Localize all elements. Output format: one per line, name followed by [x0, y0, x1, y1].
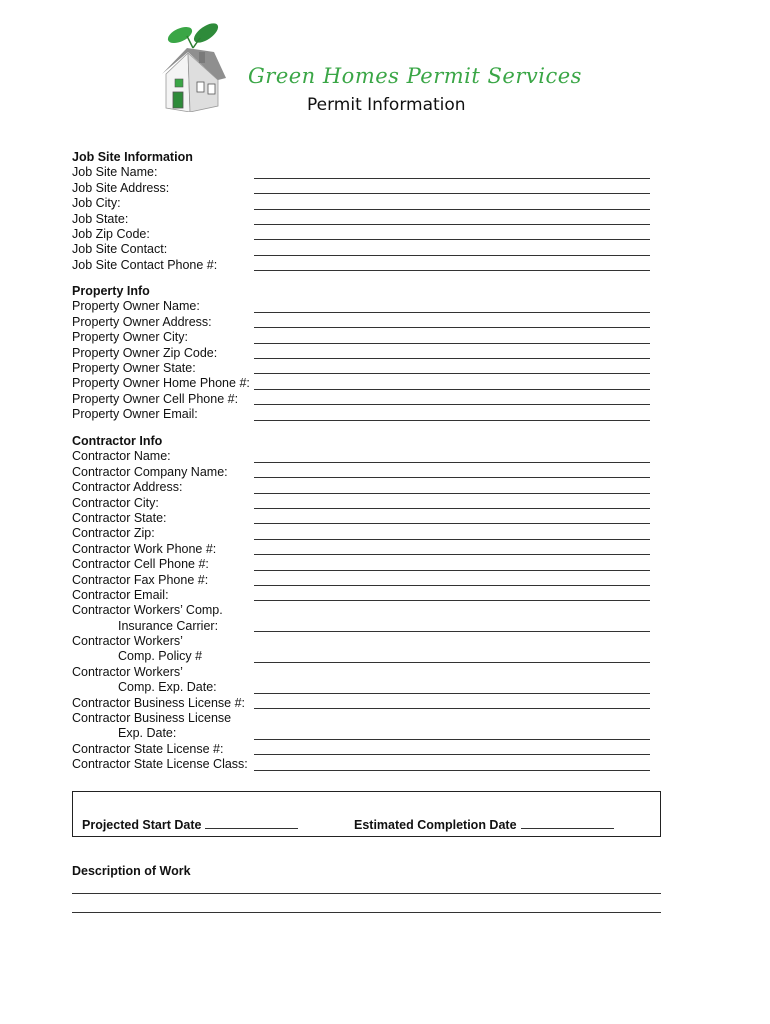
form-row-header: [72, 711, 652, 726]
form-row: [72, 242, 652, 257]
field-label-continued: Comp. Exp. Date:: [118, 680, 217, 695]
fill-in-line[interactable]: [254, 477, 650, 478]
completion-date-label: Estimated Completion Date: [354, 818, 517, 832]
form-row: [72, 315, 652, 330]
field-label: Contractor Work Phone #:: [72, 541, 217, 556]
field-label: Property Owner Name:: [72, 299, 200, 314]
property-section-title: Property Info: [72, 284, 150, 298]
form-row: [72, 392, 652, 407]
form-row: [72, 573, 652, 588]
field-label: Job State:: [72, 211, 129, 226]
form-row: [72, 376, 652, 391]
field-label: Job Zip Code:: [72, 226, 150, 241]
field-label: Contractor State License Class:: [72, 757, 248, 772]
fill-in-line[interactable]: [254, 693, 650, 694]
fill-in-line[interactable]: [254, 255, 650, 256]
contractor-section: [72, 434, 652, 773]
field-label: Contractor Address:: [72, 480, 183, 495]
field-label: Property Owner Cell Phone #:: [72, 391, 239, 406]
fill-in-line[interactable]: [254, 523, 650, 524]
contractor-section-title: Contractor Info: [72, 434, 163, 448]
field-label: Contractor Email:: [72, 587, 169, 602]
fill-in-line[interactable]: [254, 554, 650, 555]
description-title: Description of Work: [72, 864, 191, 878]
fill-in-line[interactable]: [254, 662, 650, 663]
description-line[interactable]: [72, 893, 661, 894]
form-row: [72, 212, 652, 227]
fill-in-line[interactable]: [254, 539, 650, 540]
form-row: [72, 258, 652, 273]
estimated-completion-date: [354, 816, 614, 832]
form-row: [72, 480, 652, 495]
fill-in-line[interactable]: [254, 631, 650, 632]
form-row: [72, 449, 652, 464]
field-label: Job City:: [72, 196, 121, 211]
field-label: Contractor Business License #:: [72, 695, 246, 710]
form-row: [72, 181, 652, 196]
field-label: Property Owner Zip Code:: [72, 345, 218, 360]
form-row: [72, 726, 652, 741]
field-label: Job Site Name:: [72, 165, 158, 180]
field-label: Property Owner Address:: [72, 314, 212, 329]
fill-in-line[interactable]: [254, 754, 650, 755]
fill-in-line[interactable]: [254, 373, 650, 374]
fill-in-line[interactable]: [254, 708, 650, 709]
form-row: [72, 542, 652, 557]
green-homes-house-logo-icon: [156, 22, 230, 112]
field-label: Property Owner State:: [72, 360, 196, 375]
fill-in-line[interactable]: [254, 570, 650, 571]
form-row: [72, 588, 652, 603]
form-row: [72, 696, 652, 711]
form-row-header: [72, 665, 652, 680]
job-site-section-title: Job Site Information: [72, 150, 193, 164]
form-row: [72, 511, 652, 526]
form-row: [72, 165, 652, 180]
field-label-continued: Insurance Carrier:: [118, 618, 219, 633]
start-date-label: Projected Start Date: [82, 818, 202, 832]
fill-in-line[interactable]: [254, 193, 650, 194]
field-label: Contractor State License #:: [72, 741, 224, 756]
field-label: Contractor Company Name:: [72, 464, 228, 479]
form-row: [72, 330, 652, 345]
field-label: Contractor Workers’ Comp.: [72, 603, 223, 618]
field-label: Contractor City:: [72, 495, 159, 510]
form-row: [72, 649, 652, 664]
field-label: Job Site Address:: [72, 180, 170, 195]
description-line[interactable]: [72, 912, 661, 913]
fill-in-line[interactable]: [254, 343, 650, 344]
field-label: Contractor Cell Phone #:: [72, 557, 209, 572]
field-label: Contractor Workers’: [72, 664, 183, 679]
form-row: [72, 526, 652, 541]
dates-box: [72, 791, 661, 837]
fill-in-line[interactable]: [254, 178, 650, 179]
form-row: [72, 619, 652, 634]
fill-in-line[interactable]: [254, 389, 650, 390]
fill-in-line[interactable]: [254, 312, 650, 313]
fill-in-line[interactable]: [254, 209, 650, 210]
form-row: [72, 680, 652, 695]
form-row: [72, 346, 652, 361]
property-section: [72, 284, 652, 423]
field-label: Contractor Workers’: [72, 634, 183, 649]
form-row: [72, 557, 652, 572]
form-row: [72, 299, 652, 314]
form-row: [72, 407, 652, 422]
form-row: [72, 742, 652, 757]
field-label: Contractor Zip:: [72, 526, 155, 541]
field-label: Contractor Fax Phone #:: [72, 572, 209, 587]
form-row: [72, 227, 652, 242]
field-label: Contractor Name:: [72, 449, 171, 464]
form-row: [72, 496, 652, 511]
field-label: Contractor Business License: [72, 711, 232, 726]
form-row: [72, 361, 652, 376]
brand-name: Green Homes Permit Services: [248, 64, 582, 88]
completion-date-blank[interactable]: [521, 816, 614, 829]
form-row-header: [72, 603, 652, 618]
field-label: Job Site Contact Phone #:: [72, 257, 218, 272]
fill-in-line[interactable]: [254, 508, 650, 509]
fill-in-line[interactable]: [254, 224, 650, 225]
fill-in-line[interactable]: [254, 462, 650, 463]
field-label: Property Owner Email:: [72, 407, 198, 422]
fill-in-line[interactable]: [254, 270, 650, 271]
fill-in-line[interactable]: [254, 358, 650, 359]
fill-in-line[interactable]: [254, 585, 650, 586]
field-label-continued: Exp. Date:: [118, 726, 177, 741]
field-label: Job Site Contact:: [72, 242, 168, 257]
fill-in-line[interactable]: [254, 493, 650, 494]
field-label-continued: Comp. Policy #: [118, 649, 203, 664]
fill-in-line[interactable]: [254, 770, 650, 771]
page-title: Permit Information: [307, 95, 466, 115]
fill-in-line[interactable]: [254, 239, 650, 240]
fill-in-line[interactable]: [254, 404, 650, 405]
form-row: [72, 196, 652, 211]
form-row-header: [72, 634, 652, 649]
form-row: [72, 465, 652, 480]
fill-in-line[interactable]: [254, 600, 650, 601]
fill-in-line[interactable]: [254, 327, 650, 328]
field-label: Property Owner Home Phone #:: [72, 376, 250, 391]
projected-start-date: [82, 816, 298, 832]
form-row: [72, 757, 652, 772]
fill-in-line[interactable]: [254, 739, 650, 740]
start-date-blank[interactable]: [205, 816, 298, 829]
field-label: Property Owner City:: [72, 330, 189, 345]
fill-in-line[interactable]: [254, 420, 650, 421]
job-site-section: [72, 150, 652, 273]
field-label: Contractor State:: [72, 510, 167, 525]
